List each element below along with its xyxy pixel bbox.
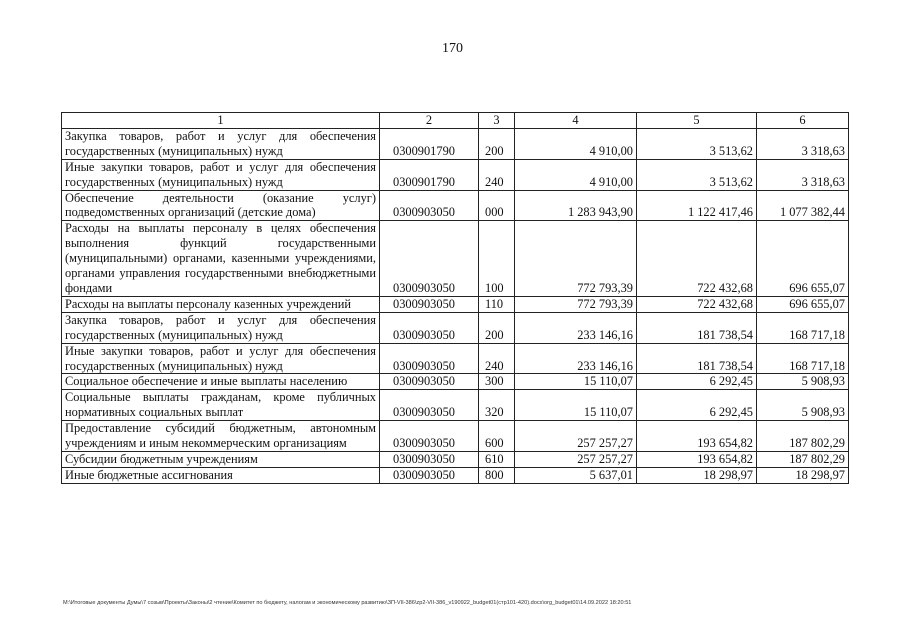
table-row xyxy=(62,312,849,343)
row-value-col4: 15 110,07 xyxy=(515,390,637,421)
row-value-col4: 772 793,39 xyxy=(515,221,637,297)
row-value-col5: 722 432,68 xyxy=(637,296,757,312)
table-row xyxy=(62,421,849,452)
row-expense-type: 200 xyxy=(479,128,515,159)
row-value-col4: 5 637,01 xyxy=(515,467,637,483)
row-description: Социальное обеспечение и иные выплаты населению xyxy=(62,374,380,390)
row-value-col5: 193 654,82 xyxy=(637,451,757,467)
row-value-col6: 168 717,18 xyxy=(757,343,849,374)
row-expense-type: 240 xyxy=(479,343,515,374)
row-description: Иные закупки товаров, работ и услуг для обеспечения государственных (муниципальных) нужд xyxy=(62,159,380,190)
row-value-col5: 722 432,68 xyxy=(637,221,757,297)
row-value-col6: 1 077 382,44 xyxy=(757,190,849,221)
row-expense-type: 610 xyxy=(479,451,515,467)
row-expense-type: 110 xyxy=(479,296,515,312)
table-row xyxy=(62,451,849,467)
row-target-code: 0300903050 xyxy=(380,374,479,390)
row-value-col5: 6 292,45 xyxy=(637,374,757,390)
row-expense-type: 600 xyxy=(479,421,515,452)
table-row xyxy=(62,374,849,390)
row-expense-type: 300 xyxy=(479,374,515,390)
row-value-col6: 168 717,18 xyxy=(757,312,849,343)
row-target-code: 0300903050 xyxy=(380,343,479,374)
row-value-col6: 187 802,29 xyxy=(757,451,849,467)
table-row xyxy=(62,190,849,221)
row-expense-type: 100 xyxy=(479,221,515,297)
table-row xyxy=(62,221,849,297)
row-description: Расходы на выплаты персоналу в целях обеспечения выполнения функций государственными (муниципальными) органами, казенными учреждениями, органами управления государственными внебюджетными фондами xyxy=(62,221,380,297)
row-value-col5: 6 292,45 xyxy=(637,390,757,421)
table-header-row xyxy=(62,113,849,129)
header-cell: 3 xyxy=(479,113,515,129)
row-expense-type: 000 xyxy=(479,190,515,221)
table-row xyxy=(62,390,849,421)
row-description: Субсидии бюджетным учреждениям xyxy=(62,451,380,467)
header-cell: 6 xyxy=(757,113,849,129)
row-value-col5: 3 513,62 xyxy=(637,128,757,159)
budget-table xyxy=(61,112,849,484)
page-number: 170 xyxy=(442,41,463,56)
row-target-code: 0300903050 xyxy=(380,451,479,467)
row-value-col5: 18 298,97 xyxy=(637,467,757,483)
row-description: Социальные выплаты гражданам, кроме публичных нормативных социальных выплат xyxy=(62,390,380,421)
row-value-col4: 257 257,27 xyxy=(515,451,637,467)
row-value-col6: 5 908,93 xyxy=(757,374,849,390)
table-row xyxy=(62,128,849,159)
row-value-col4: 233 146,16 xyxy=(515,343,637,374)
row-value-col5: 193 654,82 xyxy=(637,421,757,452)
row-target-code: 0300903050 xyxy=(380,421,479,452)
header-cell: 5 xyxy=(637,113,757,129)
header-cell: 1 xyxy=(62,113,380,129)
row-target-code: 0300901790 xyxy=(380,128,479,159)
row-value-col6: 18 298,97 xyxy=(757,467,849,483)
row-value-col6: 5 908,93 xyxy=(757,390,849,421)
row-description: Расходы на выплаты персоналу казенных учреждений xyxy=(62,296,380,312)
table-row xyxy=(62,159,849,190)
row-description: Закупка товаров, работ и услуг для обеспечения государственных (муниципальных) нужд xyxy=(62,128,380,159)
row-expense-type: 320 xyxy=(479,390,515,421)
row-expense-type: 240 xyxy=(479,159,515,190)
row-target-code: 0300903050 xyxy=(380,221,479,297)
row-target-code: 0300901790 xyxy=(380,159,479,190)
row-value-col4: 257 257,27 xyxy=(515,421,637,452)
row-target-code: 0300903050 xyxy=(380,312,479,343)
document-path-footer: M:\Итоговые документы Думы\7 созыв\Проекты\Законы\2 чтение\Комитет по бюджету, налогам и экономическому развитию\ЗП-VII-386\zp2-VII-386_v190922_budget01(стр101-420).docx\org_budget01\14.09.2022 18:20:51 xyxy=(63,600,632,606)
row-expense-type: 200 xyxy=(479,312,515,343)
row-target-code: 0300903050 xyxy=(380,467,479,483)
row-description: Предоставление субсидий бюджетным, автономным учреждениям и иным некоммерческим организациям xyxy=(62,421,380,452)
row-description: Закупка товаров, работ и услуг для обеспечения государственных (муниципальных) нужд xyxy=(62,312,380,343)
row-value-col6: 696 655,07 xyxy=(757,296,849,312)
header-cell: 2 xyxy=(380,113,479,129)
row-expense-type: 800 xyxy=(479,467,515,483)
row-value-col4: 4 910,00 xyxy=(515,128,637,159)
row-target-code: 0300903050 xyxy=(380,190,479,221)
row-value-col5: 3 513,62 xyxy=(637,159,757,190)
row-value-col6: 696 655,07 xyxy=(757,221,849,297)
table-row xyxy=(62,343,849,374)
row-value-col4: 772 793,39 xyxy=(515,296,637,312)
row-value-col4: 233 146,16 xyxy=(515,312,637,343)
row-target-code: 0300903050 xyxy=(380,296,479,312)
row-description: Обеспечение деятельности (оказание услуг) подведомственных организаций (детские дома) xyxy=(62,190,380,221)
row-value-col4: 15 110,07 xyxy=(515,374,637,390)
row-target-code: 0300903050 xyxy=(380,390,479,421)
row-value-col6: 3 318,63 xyxy=(757,159,849,190)
row-value-col5: 1 122 417,46 xyxy=(637,190,757,221)
header-cell: 4 xyxy=(515,113,637,129)
row-description: Иные закупки товаров, работ и услуг для обеспечения государственных (муниципальных) нужд xyxy=(62,343,380,374)
row-value-col5: 181 738,54 xyxy=(637,312,757,343)
table-row xyxy=(62,467,849,483)
table-row xyxy=(62,296,849,312)
row-description: Иные бюджетные ассигнования xyxy=(62,467,380,483)
row-value-col6: 3 318,63 xyxy=(757,128,849,159)
row-value-col4: 1 283 943,90 xyxy=(515,190,637,221)
row-value-col5: 181 738,54 xyxy=(637,343,757,374)
row-value-col4: 4 910,00 xyxy=(515,159,637,190)
row-value-col6: 187 802,29 xyxy=(757,421,849,452)
